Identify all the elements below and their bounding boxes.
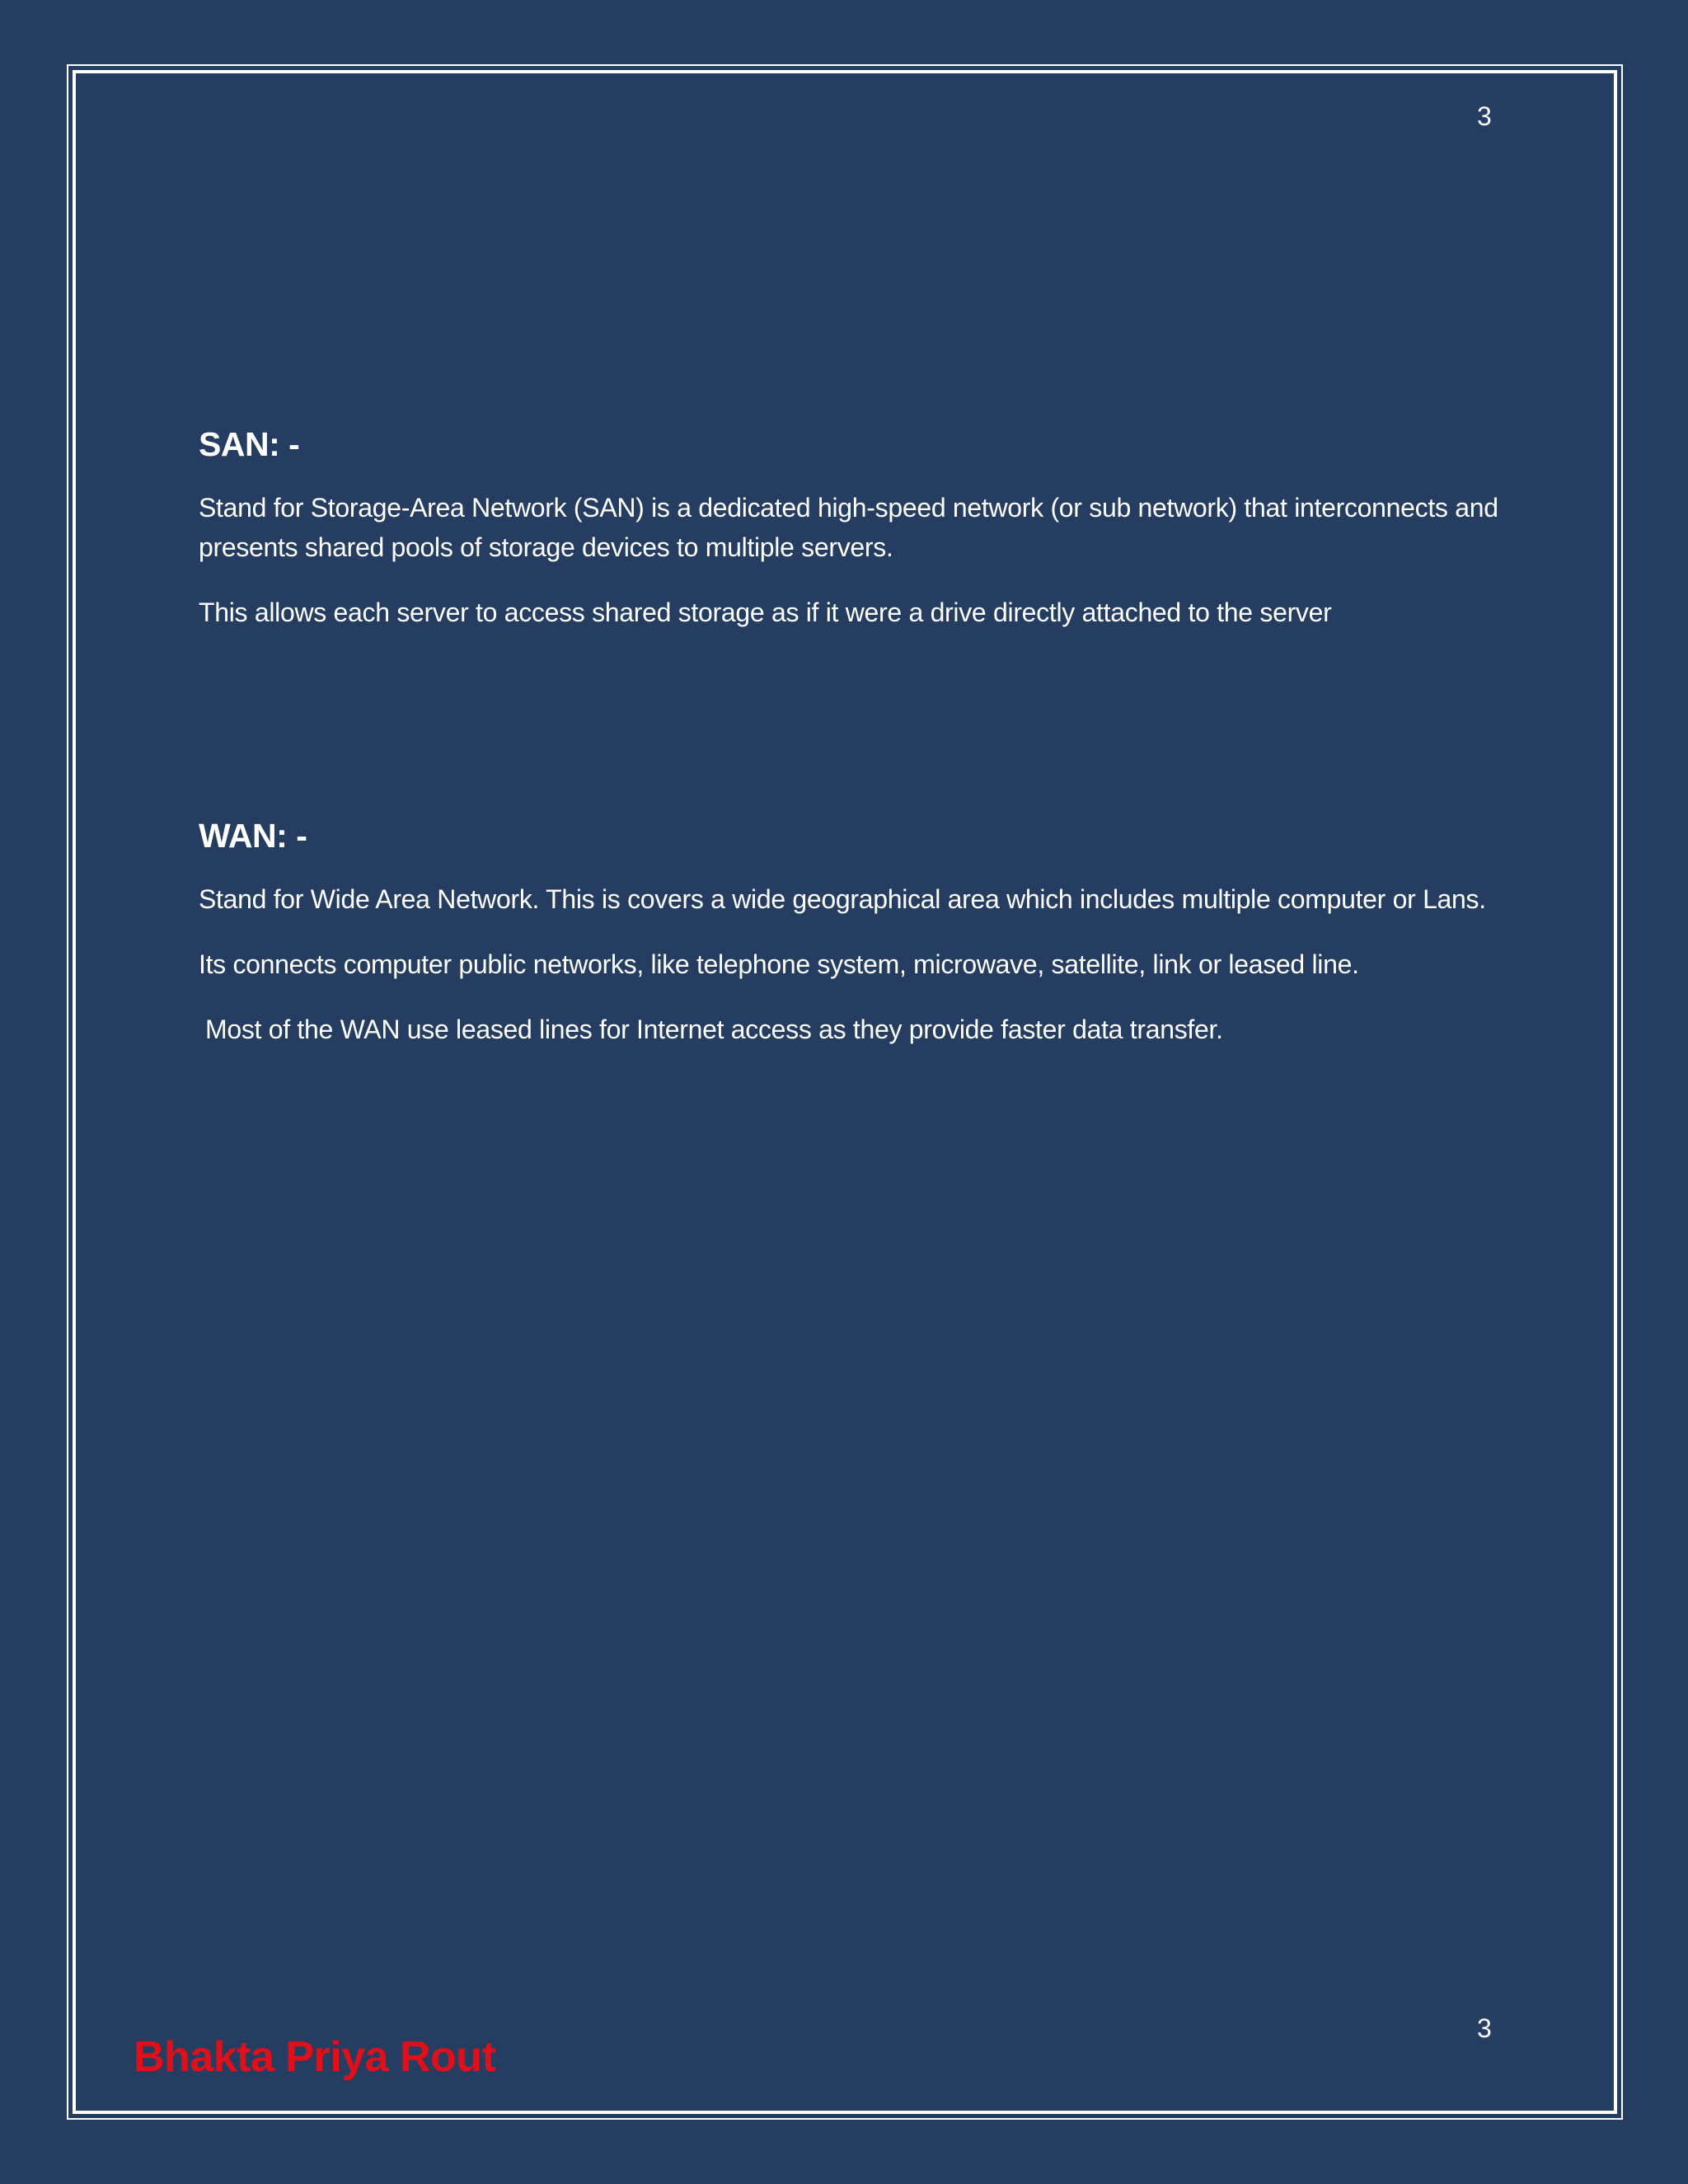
wan-paragraph-3: Most of the WAN use leased lines for Internet access as they provide faster data transfer.: [205, 1015, 1223, 1045]
page-number-top: 3: [1477, 101, 1492, 131]
san-heading: SAN: -: [199, 425, 300, 463]
page-number-bottom: 3: [1477, 2013, 1492, 2043]
san-section: [199, 424, 1501, 632]
san-paragraph-1: Stand for Storage-Area Network (SAN) is a dedicated high-speed network (or sub network) that interconnects and presents shared pools of storage devices to multiple servers.: [199, 493, 1498, 563]
author-name: Bhakta Priya Rout: [134, 2033, 496, 2081]
wan-heading: WAN: -: [199, 817, 307, 855]
wan-paragraph-1: Stand for Wide Area Network. This is covers a wide geographical area which includes multiple computer or Lans.: [199, 884, 1486, 915]
san-paragraph-2: This allows each server to access shared storage as if it were a drive directly attached to the server: [199, 598, 1332, 628]
wan-paragraph-2: Its connects computer public networks, like telephone system, microwave, satellite, link or leased line.: [199, 949, 1359, 980]
wan-section: [199, 816, 1501, 1049]
page-border-inner: [73, 70, 1617, 2114]
